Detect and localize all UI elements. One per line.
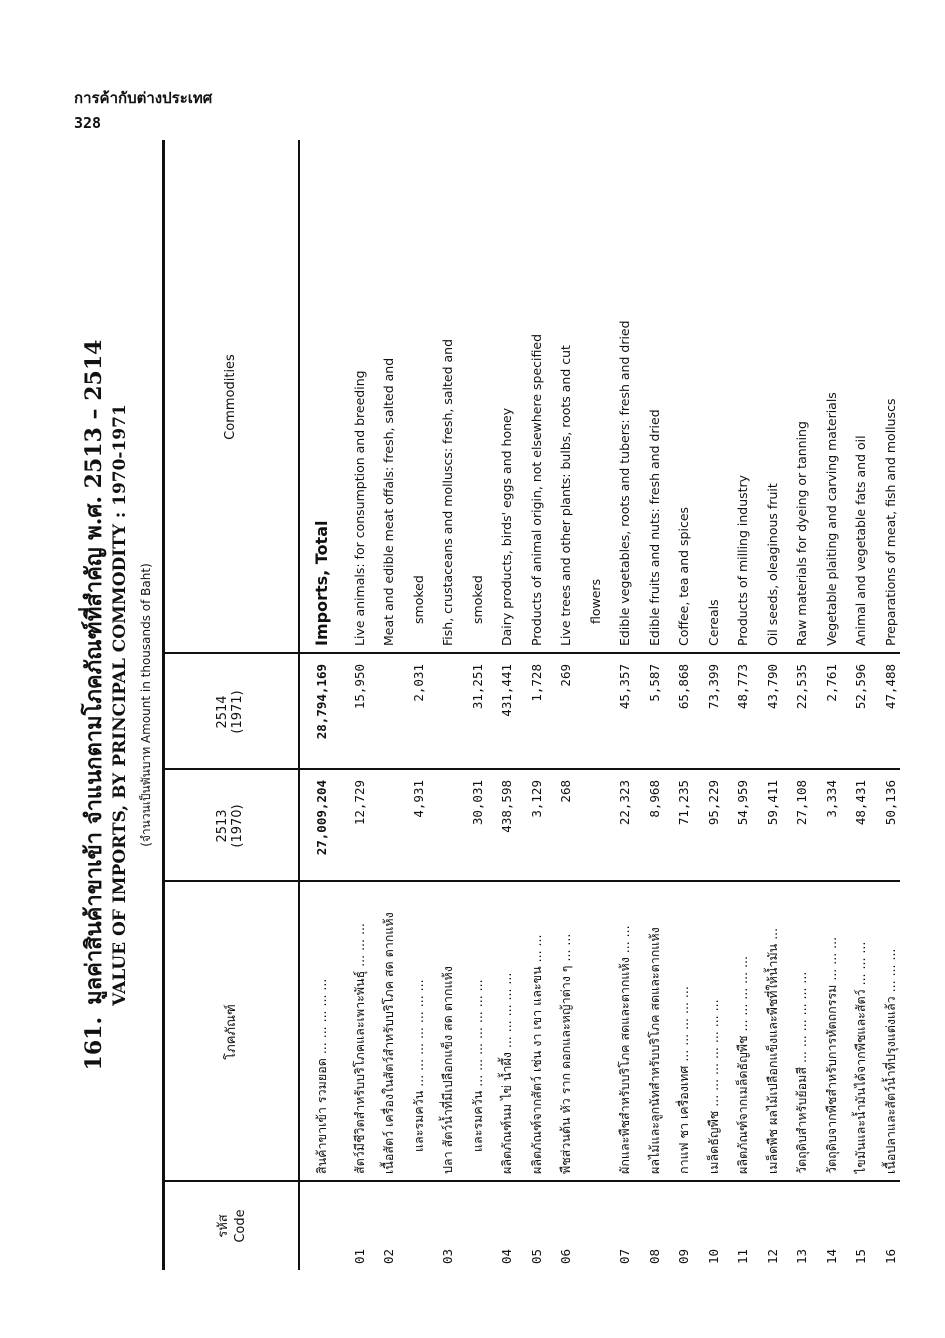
row-commodity-thai: ผลิตภัณฑ์นม ไข่ น้ำผึ้ง ... ... ... ... ...: [499, 972, 514, 1174]
row-value-1971: 5,587: [646, 664, 662, 702]
row-value-1970: 27,009,204: [314, 780, 329, 856]
table-row: [820, 140, 844, 1270]
row-value-1970: 4,931: [410, 780, 426, 818]
row-code: 11: [735, 1248, 750, 1264]
header-commodity-thai-text: โภคภัณฑ์: [223, 1004, 239, 1060]
row-commodity-thai: ผลไม้และลูกนัทสำหรับบริโภค สดและตากแห้ง: [646, 927, 662, 1174]
row-value-1971: 47,488: [882, 664, 898, 710]
row-value-1970: 27,108: [794, 780, 809, 826]
row-value-1970: 48,431: [853, 780, 868, 826]
row-value-1971: 15,950: [351, 664, 367, 710]
commodity-table: [162, 140, 900, 1270]
table-row: [407, 140, 431, 1270]
header-1971-english: (1971): [230, 690, 245, 734]
row-commodity-thai: และรมควัน ... ... ... ... ... ... ...: [410, 979, 426, 1152]
page-number: 328: [74, 114, 102, 132]
row-commodity-thai: พืชส่วนต้น หัว ราก ดอกและหญ้าต่าง ๆ ... ...: [558, 933, 573, 1174]
running-head: การค้ากับต่างประเทศ: [74, 89, 213, 107]
row-commodity-english: Oil seeds, oleaginous fruit: [764, 483, 780, 646]
row-commodity-english: flowers: [587, 578, 603, 624]
row-value-1971: 48,773: [735, 664, 750, 710]
row-commodity-thai: เนื้อปลาและสัตว์น้ำที่ปรุงแต่งแล้ว ... ... ...: [882, 948, 898, 1174]
header-code: [162, 1182, 298, 1270]
row-commodity-thai: เมล็ดธัญพืช ... ... ... ... ... ... ...: [705, 999, 721, 1174]
table-number: 161.: [81, 1016, 107, 1071]
row-code: 05: [528, 1248, 544, 1264]
row-commodity-thai: ผลิตภัณฑ์จากสัตว์ เช่น งา เขา และขน ... ...: [528, 934, 544, 1174]
row-value-1971: 431,441: [499, 664, 514, 717]
row-value-1970: 71,235: [676, 780, 691, 826]
header-year-1970: [162, 770, 298, 882]
table-row: [466, 140, 490, 1270]
row-commodity-english: Products of animal origin, not elsewhere specified: [528, 334, 544, 646]
row-value-1970: 22,323: [617, 780, 632, 826]
table-row: [348, 140, 372, 1270]
row-commodity-thai: ผลิตภัณฑ์จากเมล็ดธัญพืช ... ... ... ... ...: [735, 956, 750, 1174]
row-code: 13: [794, 1248, 809, 1264]
table-row: [702, 140, 726, 1270]
row-value-1971: 28,794,169: [314, 664, 329, 740]
row-code: 09: [676, 1248, 691, 1264]
row-value-1971: 52,596: [853, 664, 868, 710]
row-commodity-english: Vegetable plaiting and carving materials: [823, 392, 839, 646]
table-row: [790, 140, 814, 1270]
row-commodity-english: Edible fruits and nuts: fresh and dried: [646, 409, 662, 646]
row-value-1970: 3,334: [823, 780, 839, 818]
row-value-1971: 73,399: [705, 664, 721, 710]
row-commodity-english: smoked: [410, 575, 426, 624]
row-commodity-english: Cereals: [705, 599, 721, 646]
row-commodity-thai: ผักและพืชสำหรับบริโภค สดและตากแห้ง ... ...: [617, 925, 632, 1174]
table-title-english: VALUE OF IMPORTS, BY PRINCIPAL COMMODITY : 1970-1971: [110, 404, 130, 1006]
table-row: [731, 140, 755, 1270]
row-value-1970: 95,229: [705, 780, 721, 826]
row-value-1970: 268: [558, 780, 573, 803]
table-row: [672, 140, 696, 1270]
header-commodity-thai: [162, 882, 298, 1182]
header-year-1971: [162, 654, 298, 770]
row-commodity-english: Edible vegetables, roots and tubers: fresh and dried: [617, 320, 632, 646]
row-value-1971: 2,031: [410, 664, 426, 702]
row-value-1970: 50,136: [882, 780, 898, 826]
header-1970-english: (1970): [230, 804, 245, 848]
header-code-thai: รหัส: [216, 1214, 231, 1238]
row-value-1971: 1,728: [528, 664, 544, 702]
row-commodity-english: Live trees and other plants: bulbs, roots and cut: [558, 345, 573, 646]
row-value-1970: 12,729: [351, 780, 367, 826]
row-commodity-thai: และรมควัน ... ... ... ... ... ... ...: [469, 979, 485, 1152]
row-commodity-english: Imports, Total: [312, 520, 331, 646]
row-value-1970: 8,968: [646, 780, 662, 818]
row-value-1971: 2,761: [823, 664, 839, 702]
row-code: 07: [617, 1248, 632, 1264]
row-commodity-english: Products of milling industry: [735, 474, 750, 646]
row-commodity-thai: เมล็ดพืช ผลไม้เปลือกแข็งและพืชที่ให้น้ำมัน ...: [764, 927, 780, 1174]
row-value-1971: 65,868: [676, 664, 691, 710]
rotated-table-page: [70, 140, 900, 1270]
row-commodity-english: Coffee, tea and spices: [676, 506, 691, 646]
unit-note: (จำนวนเป็นพันบาท Amount in thousands of Baht): [139, 563, 153, 847]
row-commodity-english: smoked: [469, 575, 485, 624]
row-code: 01: [351, 1248, 367, 1264]
table-row: [525, 140, 549, 1270]
row-commodity-thai: เนื้อสัตว์ เครื่องในสัตว์สำหรับบริโภค สด ตากแห้ง: [381, 912, 396, 1174]
row-code: 14: [823, 1248, 839, 1264]
table-title-thai: [76, 140, 111, 1270]
row-value-1970: 30,031: [469, 780, 485, 826]
row-value-1971: 31,251: [469, 664, 485, 710]
row-commodity-english: Live animals: for consumption and breeding: [351, 370, 367, 646]
row-value-1970: 3,129: [528, 780, 544, 818]
row-value-1970: 59,411: [764, 780, 780, 826]
header-1971-thai: 2514: [215, 695, 230, 729]
table-row: [377, 140, 401, 1270]
table-row: [495, 140, 519, 1270]
row-commodity-english: Animal and vegetable fats and oil: [853, 435, 868, 646]
row-value-1971: 45,357: [617, 664, 632, 710]
row-commodity-english: Dairy products, birds' eggs and honey: [499, 407, 514, 646]
row-value-1971: 269: [558, 664, 573, 687]
table-row: [761, 140, 785, 1270]
table-row: [643, 140, 667, 1270]
table-title-thai-text: มูลค่าสินค้าขาเข้า จำแนกตามโภคภัณฑ์ที่สำคัญ พ.ศ. 2513 – 2514: [81, 339, 107, 1005]
row-commodity-english: Meat and edible meat offals: fresh, salted and: [381, 357, 396, 646]
row-value-1970: 54,959: [735, 780, 750, 826]
row-commodity-english: Preparations of meat, fish and molluscs: [882, 398, 898, 646]
row-code: 04: [499, 1248, 514, 1264]
row-commodity-thai: วัตถุดิบจากพืชสำหรับการหัตถกรรม ... ... ...: [823, 936, 839, 1174]
table-row: [879, 140, 903, 1270]
row-code: 15: [853, 1248, 868, 1264]
row-commodity-english: Fish, crustaceans and molluscs: fresh, salted and: [440, 338, 455, 646]
table-header-rule: [298, 140, 300, 1270]
row-code: 10: [705, 1248, 721, 1264]
table-row: [613, 140, 637, 1270]
row-code: 16: [882, 1248, 898, 1264]
row-code: 08: [646, 1248, 662, 1264]
row-commodity-thai: ไขมันและน้ำมันได้จากพืชและสัตว์ ... ... ...: [853, 941, 868, 1174]
table-row: [849, 140, 873, 1270]
row-commodity-thai: สินค้าขาเข้า รวมยอด ... ... ... ... ...: [314, 978, 329, 1174]
header-commodities: [162, 140, 298, 654]
row-commodity-thai: ปลา สัตว์น้ำที่มีเปลือกแข็ง สด ตากแห้ง: [440, 966, 455, 1174]
header-code-english: Code: [233, 1209, 248, 1243]
row-value-1971: 22,535: [794, 664, 809, 710]
row-commodity-thai: วัตถุดิบสำหรับย้อมสี ... ... ... ... ... ...: [794, 971, 809, 1174]
row-commodity-thai: สัตว์มีชีวิตสำหรับบริโภคและเพาะพันธุ์ ... ... ...: [351, 923, 367, 1174]
row-code: 03: [440, 1248, 455, 1264]
table-row: [584, 140, 608, 1270]
row-code: 06: [558, 1248, 573, 1264]
row-commodity-thai: กาแฟ ชา เครื่องเทศ ... ... ... ... ...: [676, 986, 691, 1174]
row-value-1970: 438,598: [499, 780, 514, 833]
header-commodities-text: Commodities: [222, 354, 238, 440]
header-1970-thai: 2513: [215, 809, 230, 843]
row-code: 12: [764, 1248, 780, 1264]
table-row: [310, 140, 334, 1270]
row-code: 02: [381, 1248, 396, 1264]
table-row: [554, 140, 578, 1270]
table-row: [436, 140, 460, 1270]
row-value-1971: 43,790: [764, 664, 780, 710]
row-commodity-english: Raw materials for dyeing or tanning: [794, 421, 809, 646]
